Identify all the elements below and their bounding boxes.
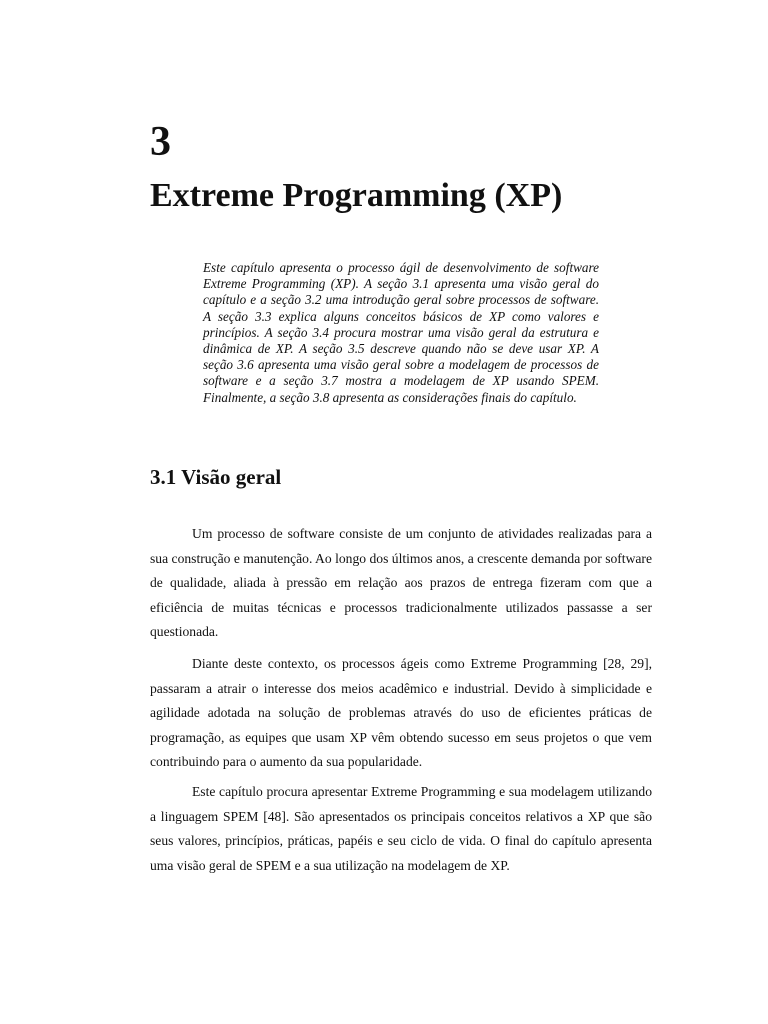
- body-paragraph-1: Um processo de software consiste de um conjunto de atividades realizadas para a sua construção e manutenção. Ao longo dos últimos anos, a crescente demanda por software de qualidade, aliada à pressão em relação aos prazos de entrega fizeram com que a eficiência de muitas técnicas e processos tradicionalmente utilizados passasse a ser questionada.: [150, 526, 652, 640]
- chapter-abstract: Este capítulo apresenta o processo ágil de desenvolvimento de software Extreme Programming (XP). A seção 3.1 apresenta uma visão geral do capítulo e a seção 3.2 uma introdução geral sobre processos de software. A seção 3.3 explica alguns conceitos básicos de XP como valores e princípios. A seção 3.4 procura mostrar uma visão geral da estrutura e dinâmica de XP. A seção 3.5 descreve quando não se deve usar XP. A seção 3.6 apresenta uma visão geral sobre a modelagem de processos de software e a seção 3.7 mostra a modelagem de XP usando SPEM. Finalmente, a seção 3.8 apresenta as considerações finais do capítulo.: [203, 260, 599, 405]
- body-paragraph-2: Diante deste contexto, os processos ágeis como Extreme Programming [28, 29], passaram a atrair o interesse dos meios acadêmico e industrial. Devido à simplicidade e agilidade adotada na solução de problemas através do uso de eficientes práticas de programação, as equipes que usam XP vêm obtendo sucesso em seus projetos o que vem contribuindo para o aumento da sua popularidade.: [150, 656, 652, 770]
- chapter-title: Extreme Programming (XP): [150, 177, 563, 214]
- body-paragraph-3: Este capítulo procura apresentar Extreme Programming e sua modelagem utilizando a linguagem SPEM [48]. São apresentados os principais conceitos relativos a XP que são seus valores, princípios, práticas, papéis e seu ciclo de vida. O final do capítulo apresenta uma visão geral de SPEM e a sua utilização na modelagem de XP.: [150, 784, 652, 873]
- chapter-number: 3: [150, 119, 171, 165]
- section-title: 3.1 Visão geral: [150, 465, 282, 489]
